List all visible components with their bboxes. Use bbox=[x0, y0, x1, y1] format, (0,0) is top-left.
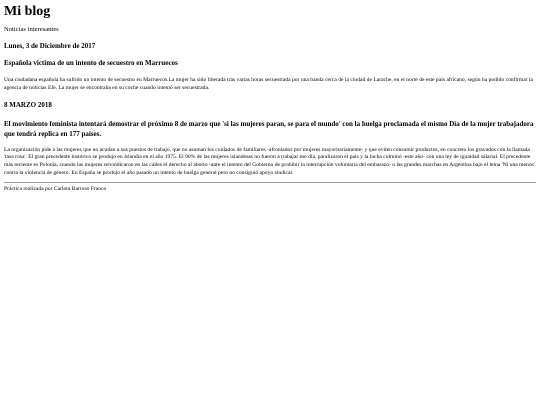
blog-title: Mi blog bbox=[4, 4, 51, 19]
blog-subtitle: Noticias interesantes bbox=[4, 26, 59, 33]
post-date: 8 MARZO 2018 bbox=[4, 100, 52, 109]
footer-credit: Práctica realizada por Carlota Barroso Franco bbox=[4, 185, 107, 192]
post-title: El movimiento feminista intentará demostrar el próximo 8 de marzo que 'si las mujeres paran, se para el mundo' con la huelga proclamada el mismo Día de la mujer trabajadora que tendrá replica en 177 países. bbox=[4, 119, 534, 138]
post-2 bbox=[4, 101, 536, 178]
post-title: Española victima de un intento de secuestro en Marruecos bbox=[4, 59, 178, 67]
post-date: Lunes, 3 de Diciembre de 2017 bbox=[4, 42, 96, 50]
post-body: Una ciudadana española ha sufrido un intento de secuestro en Marruecos.La mujer ha sido liberada tras varias horas secuestrada por una banda cerca de la ciudad de Larache, en el norte de este país africano, según ha podido confirmar la agencia de noticias Efe. La mujer se encontraba en su coche cuando intentó ser secuestrada. bbox=[4, 77, 534, 91]
post-1 bbox=[4, 42, 536, 93]
footer-divider bbox=[4, 182, 536, 183]
post-body: La organización pide a las mujeres que no acudan a sus puestos de trabajo, que no asuman los cuidados de familiares -afrontados por mujeres mayoritariamente- y que eviten consumir productos, en concreto los gravados con la llamada 'tasa rosa'. El gran precedente histórico se produjo en Islandia en el año 1975. El 90% de las mujeres islandesas no fueron a trabajar ese día, paralizaron el país y la lucha culminó -este año- con una ley de igualdad salarial. El precedente más reciente es Polonia, cuando las mujeres reivindicaron en las calles el derecho al aborto -ante el intento del Gobierno de prohibir la interrupción voluntaria del embarazo- o las grandes marchas en Argentina bajo el lema 'Ni una menos' contra la violencia de género. En España se produjo el año pasado un intento de huelga general pero no consiguió apoyo sindical. bbox=[4, 146, 535, 176]
